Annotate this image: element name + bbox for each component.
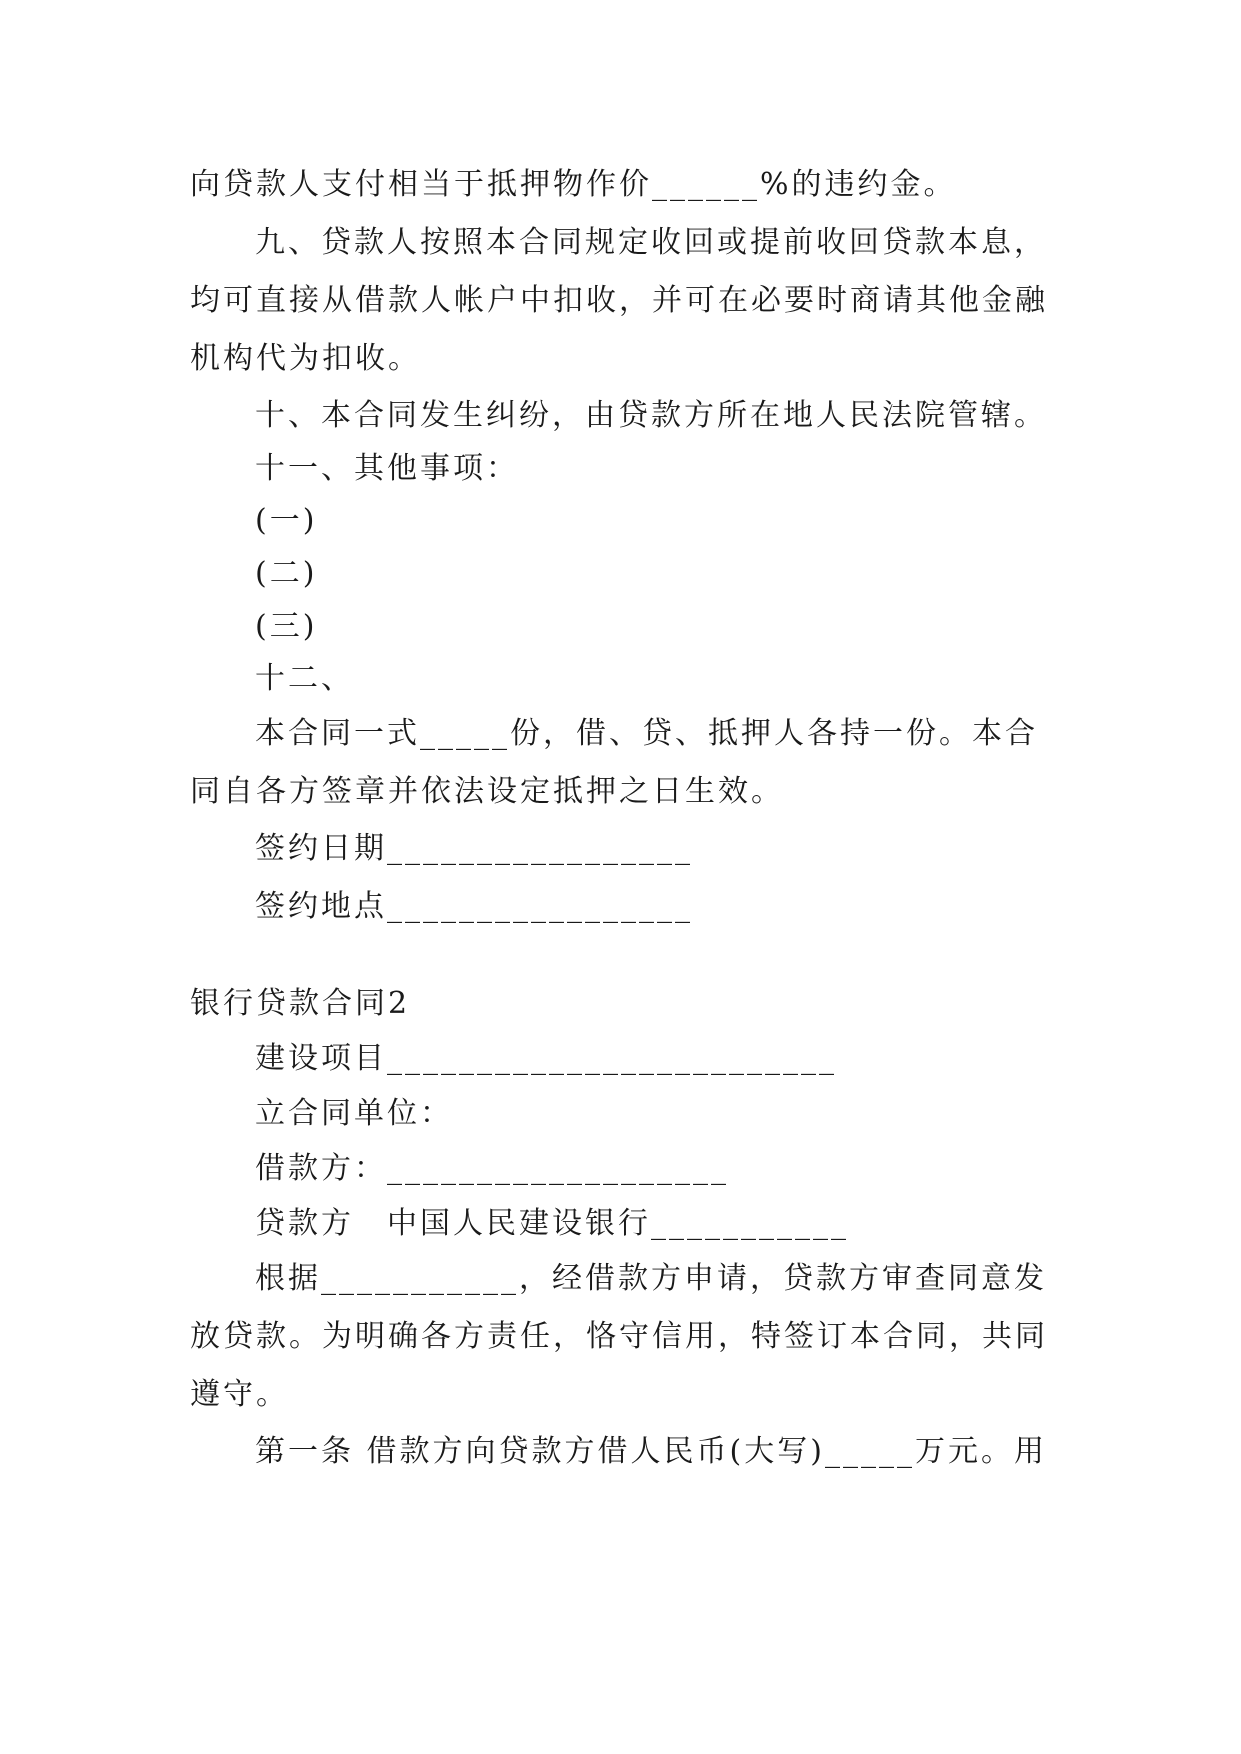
paragraph-line: 机构代为扣收。 — [190, 341, 421, 376]
paragraph-line: 同自各方签章并依法设定抵押之日生效。 — [190, 774, 784, 809]
paragraph-line: 均可直接从借款人帐户中扣收，并可在必要时商请其他金融 — [190, 283, 1048, 318]
paragraph-line: 向贷款人支付相当于抵押物作价______%的违约金。 — [190, 167, 957, 202]
paragraph-line: 遵守。 — [190, 1377, 289, 1412]
paragraph-line: 根据___________，经借款方申请，贷款方审查同意发 — [255, 1261, 1047, 1296]
paragraph-line: 签约地点_________________ — [255, 889, 693, 924]
paragraph-line: 放贷款。为明确各方责任，恪守信用，特签订本合同，共同 — [190, 1319, 1048, 1354]
paragraph-line: 贷款方 中国人民建设银行___________ — [255, 1206, 849, 1241]
paragraph-line: (二) — [255, 556, 318, 591]
paragraph-line: 十二、 — [255, 661, 354, 696]
paragraph-line: 九、贷款人按照本合同规定收回或提前收回贷款本息， — [255, 225, 1047, 260]
paragraph-line: 签约日期_________________ — [255, 831, 693, 866]
paragraph-line: 十、本合同发生纠纷，由贷款方所在地人民法院管辖。 — [255, 398, 1047, 433]
paragraph-line: 借款方：___________________ — [255, 1151, 729, 1186]
paragraph-line: (一) — [255, 503, 318, 538]
paragraph-line: 第一条 借款方向贷款方借人民币(大写)_____万元。用 — [255, 1434, 1047, 1469]
section-heading: 银行贷款合同2 — [190, 986, 411, 1021]
paragraph-line: 本合同一式_____份，借、贷、抵押人各持一份。本合 — [255, 716, 1038, 751]
paragraph-line: 立合同单位： — [255, 1096, 453, 1131]
paragraph-line: 十一、其他事项： — [255, 451, 519, 486]
paragraph-line: (三) — [255, 609, 318, 644]
paragraph-line: 建设项目_________________________ — [255, 1041, 837, 1076]
